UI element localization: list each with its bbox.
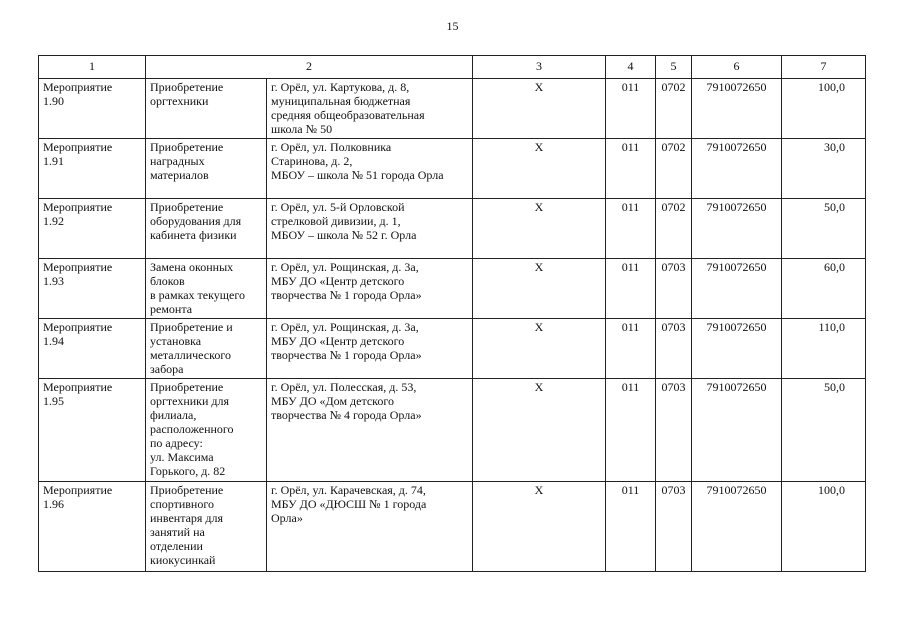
header-col-5: 5 — [656, 56, 692, 79]
csr-cell: 7910072650 — [692, 139, 782, 199]
name-cell: Приобретение спортивного инвентаря для занятий на отделении киокусинкай — [146, 482, 267, 572]
section-cell: 0703 — [656, 379, 692, 482]
section-cell: 0703 — [656, 482, 692, 572]
header-col-3: 3 — [473, 56, 606, 79]
address-cell: г. Орёл, ул. Рощинская, д. 3а, МБУ ДО «Центр детского творчества № 1 города Орла» — [267, 319, 473, 379]
mark-cell: X — [473, 259, 606, 319]
budget-table — [38, 55, 866, 572]
mark-cell: X — [473, 139, 606, 199]
section-cell: 0702 — [656, 199, 692, 259]
mark-cell: X — [473, 199, 606, 259]
code-cell: 011 — [606, 139, 656, 199]
event-cell: Мероприятие 1.94 — [39, 319, 146, 379]
event-cell: Мероприятие 1.91 — [39, 139, 146, 199]
header-col-1: 1 — [39, 56, 146, 79]
csr-cell: 7910072650 — [692, 79, 782, 139]
amount-cell: 50,0 — [782, 379, 866, 482]
name-cell: Приобретение оргтехники — [146, 79, 267, 139]
csr-cell: 7910072650 — [692, 319, 782, 379]
table-row — [39, 79, 866, 139]
event-cell: Мероприятие 1.92 — [39, 199, 146, 259]
code-cell: 011 — [606, 482, 656, 572]
mark-cell: X — [473, 79, 606, 139]
amount-cell: 100,0 — [782, 482, 866, 572]
event-cell: Мероприятие 1.96 — [39, 482, 146, 572]
header-col-6: 6 — [692, 56, 782, 79]
code-cell: 011 — [606, 199, 656, 259]
section-cell: 0702 — [656, 139, 692, 199]
table-row — [39, 259, 866, 319]
page-number: 15 — [446, 19, 459, 33]
name-cell: Приобретение оборудования для кабинета физики — [146, 199, 267, 259]
code-cell: 011 — [606, 379, 656, 482]
address-cell: г. Орёл, ул. Полковника Старинова, д. 2, МБОУ – школа № 51 города Орла — [267, 139, 473, 199]
event-cell: Мероприятие 1.93 — [39, 259, 146, 319]
table-row — [39, 482, 866, 572]
csr-cell: 7910072650 — [692, 259, 782, 319]
csr-cell: 7910072650 — [692, 482, 782, 572]
name-cell: Приобретение и установка металлического забора — [146, 319, 267, 379]
header-col-2: 2 — [146, 56, 473, 79]
header-col-7: 7 — [782, 56, 866, 79]
csr-cell: 7910072650 — [692, 199, 782, 259]
event-cell: Мероприятие 1.95 — [39, 379, 146, 482]
header-col-4: 4 — [606, 56, 656, 79]
address-cell: г. Орёл, ул. Карачевская, д. 74, МБУ ДО «ДЮСШ № 1 города Орла» — [267, 482, 473, 572]
table-header-row — [39, 56, 866, 79]
name-cell: Приобретение оргтехники для филиала, расположенного по адресу: ул. Максима Горького, д. 82 — [146, 379, 267, 482]
amount-cell: 30,0 — [782, 139, 866, 199]
mark-cell: X — [473, 319, 606, 379]
table-row — [39, 139, 866, 199]
address-cell: г. Орёл, ул. Рощинская, д. 3а, МБУ ДО «Центр детского творчества № 1 города Орла» — [267, 259, 473, 319]
address-cell: г. Орёл, ул. Полесская, д. 53, МБУ ДО «Дом детского творчества № 4 города Орла» — [267, 379, 473, 482]
amount-cell: 50,0 — [782, 199, 866, 259]
code-cell: 011 — [606, 319, 656, 379]
amount-cell: 110,0 — [782, 319, 866, 379]
amount-cell: 100,0 — [782, 79, 866, 139]
amount-cell: 60,0 — [782, 259, 866, 319]
mark-cell: X — [473, 379, 606, 482]
table-row — [39, 379, 866, 482]
csr-cell: 7910072650 — [692, 379, 782, 482]
section-cell: 0703 — [656, 319, 692, 379]
section-cell: 0703 — [656, 259, 692, 319]
event-cell: Мероприятие 1.90 — [39, 79, 146, 139]
table-row — [39, 319, 866, 379]
address-cell: г. Орёл, ул. Картукова, д. 8, муниципальная бюджетная средняя общеобразовательная школа № 50 — [267, 79, 473, 139]
name-cell: Замена оконных блоков в рамках текущего ремонта — [146, 259, 267, 319]
code-cell: 011 — [606, 259, 656, 319]
mark-cell: X — [473, 482, 606, 572]
name-cell: Приобретение наградных материалов — [146, 139, 267, 199]
address-cell: г. Орёл, ул. 5-й Орловской стрелковой дивизии, д. 1, МБОУ – школа № 52 г. Орла — [267, 199, 473, 259]
code-cell: 011 — [606, 79, 656, 139]
section-cell: 0702 — [656, 79, 692, 139]
table-row — [39, 199, 866, 259]
